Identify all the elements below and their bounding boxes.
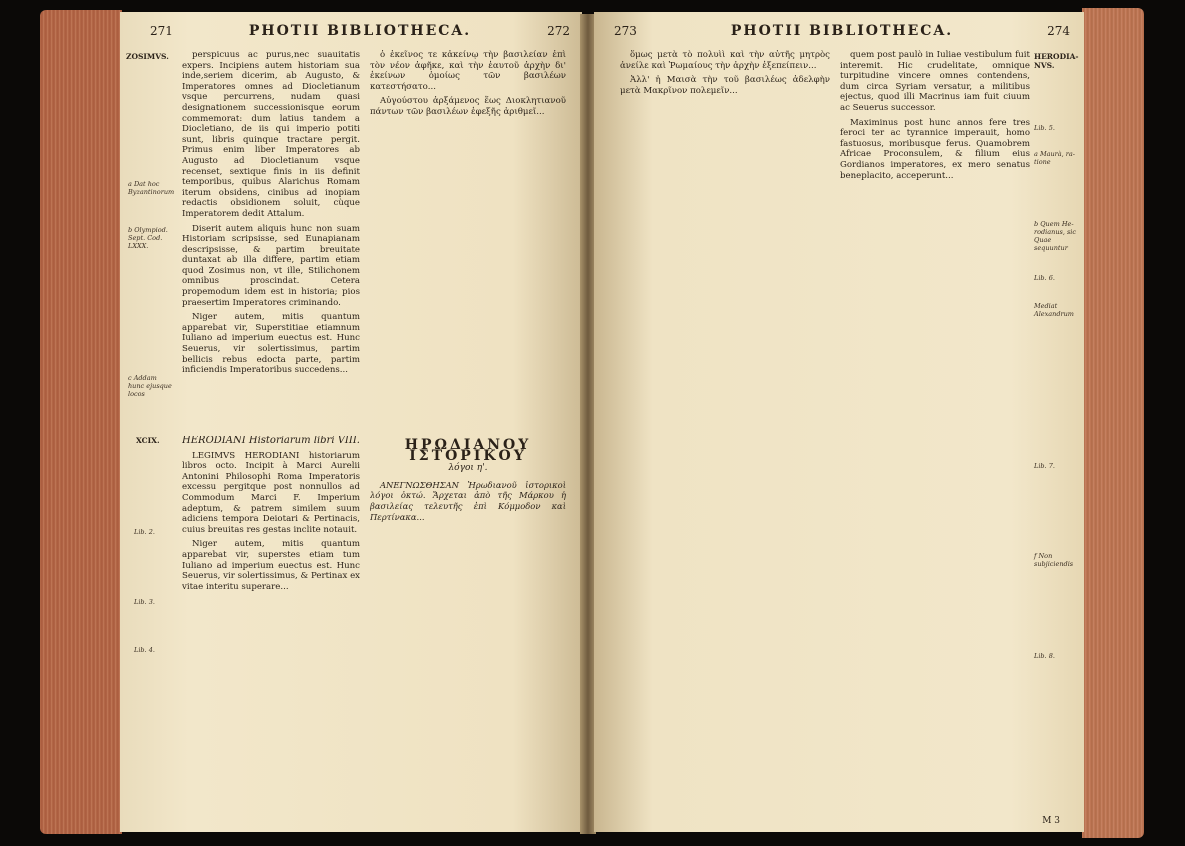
page-number-271: 271	[150, 24, 173, 38]
greek-column-herodian	[370, 432, 566, 822]
left-page-edges	[40, 10, 122, 834]
right-page	[594, 12, 1084, 832]
left-running-head	[150, 20, 570, 42]
text-paragraph: Niger autem, mitis quantum apparebat vir, Superstitiae etiamnum Iuliano ad imperium euectus est. Hunc Seuerus, vir solertissimus, partim bellicis rebus edocta parte, partim inficiendis Imperatoribus succedens...	[182, 312, 360, 376]
greek-heading: ΗΡΩΔΙΑΝΟΥ ΙΣΤΟΡΙΚΟΥ	[404, 437, 532, 464]
latin-column-herodian	[182, 436, 360, 816]
margin-note: c Addam hunc ejusque locos	[128, 374, 172, 398]
text-paragraph: perspicuus ac purus,nec suauitatis expers. Incipiens autem historiam sua inde,seriem dicerim, ab Augusto, & Imperatores omnes ad Diocletianum vsque percurrens, nudam quasi designationem successionisque eorum commemorat: dum latius tandem a Diocletiano, de iis qui imperio potiti sunt, libris quinque tractare pergit. Primus enim liber Imperatores ab Augusto ad Diocletianum vsque recenset, sextique finis in iis definit temporibus, quibus Alarichus Romam iterum obsidens, cinibus ad inopiam redactis obsidionem soluit, cùque Imperatorem dedit Attalum.	[182, 50, 360, 219]
greek-column-zosimus	[370, 50, 566, 422]
text-paragraph: Maximinus post hunc annos fere tres feroci ter ac tyrannice imperauit, homo fastuosus, moribusque ferus. Quamobrem Africae Proconsulem, & filium eius Gordianos imperatores, ex mero senatus beneplacito, acceperunt...	[840, 117, 1030, 181]
text-paragraph: LEGIMVS HERODIANI historiarum libros octo. Incipit à Marci Aurelii Antonini Philosophi Roma Imperatoris excessu pergitque post nonnullos ad Commodum Marci F. Imperium adeptum, & patrem similem suum adiciens tempora Deiotari & Pertinacis, cuius breuitas res gestas inclite notauit.	[182, 450, 360, 535]
margin-note: Lib. 3.	[134, 598, 155, 606]
text-paragraph: quem post paulò in Iuliae vestibulum fuit interemit. Hic crudelitate, omnique turpitudine vincere omnes contendens, dum circa Syriam versatur, a militibus ejectus, quod illi Macrinus iam fuit ciuum ac Seuerus successor.	[840, 50, 1030, 113]
margin-note: Lib. 6.	[1034, 274, 1055, 282]
signature-mark: M 3	[1042, 816, 1060, 826]
greek-column-right	[620, 50, 830, 820]
margin-tag-zosimus: ZOSIMVS.	[126, 52, 169, 61]
margin-note: b Quem He-rodianus, sic Quae sequuntur	[1034, 220, 1077, 252]
running-title-left: PHOTII BIBLIOTHECA.	[248, 23, 472, 39]
margin-note: b Olympiod. Sept. Cod. LXXX.	[128, 226, 168, 250]
latin-column-zosimus	[182, 50, 360, 430]
latin-column-right	[840, 50, 1030, 820]
left-page	[120, 12, 582, 832]
page-number-272: 272	[547, 24, 570, 38]
text-paragraph: Diserit autem aliquis hunc non suam Historiam scripsisse, sed Eunapianam descripsisse, & partim breuitate duntaxat ab illa differe, partim etiam quod Zosimus non, vt ille, Stilichonem omnibus proscindat. Cetera propemodum idem est in historia; pios praesertim Imperatores criminando.	[182, 223, 360, 308]
section-heading: HERODIANI Historiarum libri VIII.	[182, 436, 360, 446]
text-paragraph: Niger autem, mitis quantum apparebat vir, superstes etiam tum Iuliano ad imperium euectus est. Hunc Seuerus, vir solertissimus, & Pertinax ex vitae interitu superare...	[182, 539, 360, 592]
greek-paragraph: ὅμως μετὰ τὸ πολυὶὶ καὶ τὴν αὐτῆς μητρὸς ἀνείλε καὶ Ῥωμαίους τὴν ἀρχὴν ἐξεπείπειν...	[620, 50, 830, 71]
greek-paragraph: ΑΝΕΓΝΩΣΘΗΣΑΝ Ἡρωδιανοῦ ἱστορικοὶ λόγοι ὀκτώ. Ἄρχεται ἀπὸ τῆς Μάρκου ἡ βασιλείας τελευτῆς ἐπὶ Κόμμοδον καὶ Περτίνακα...	[370, 479, 566, 522]
margin-note: Lib. 5.	[1034, 124, 1055, 132]
page-number-274: 274	[1047, 24, 1070, 38]
right-page-edges	[1082, 8, 1144, 838]
margin-note: Mediat Alexandrum	[1034, 302, 1074, 318]
page-number-273: 273	[614, 24, 637, 38]
greek-subheading: λόγοι η'.	[448, 463, 488, 474]
margin-tag-herodianus: HERODIA-NVS.	[1034, 52, 1079, 70]
greek-paragraph: Αὐγούστου ἀρξάμενος ἕως Διοκλητιανοῦ πάντων τῶν βασιλέων ἐφεξῆς ἀριθμεῖ...	[370, 96, 566, 117]
greek-paragraph: ὁ ἐκεῖνος τε κἀκείνῳ τὴν βασιλείαν ἐπὶ τὸν νέον ἀφῆκε, καὶ τὴν ἑαυτοῦ ἀρχὴν δι' ἐκείνων ὁμοίως τῶν βασιλέων κατεστήσατο...	[370, 50, 566, 92]
running-title-right: PHOTII BIBLIOTHECA.	[730, 23, 954, 39]
margin-note: Lib. 2.	[134, 528, 155, 536]
margin-note: Lib. 4.	[134, 646, 155, 654]
margin-note: a Dat hoc Byzantinorum	[128, 180, 175, 196]
margin-note: Lib. 7.	[1034, 462, 1055, 470]
margin-note: f Non subjiciendis	[1034, 552, 1074, 568]
margin-tag-xcix: XCIX.	[136, 436, 160, 445]
margin-note: Lib. 8.	[1034, 652, 1055, 660]
margin-note: a Maurà, ra-tione	[1034, 150, 1075, 166]
greek-paragraph: Ἀλλ' ἡ Μαισὰ τὴν τοῦ βασιλέως ἀδελφὴν μετὰ Μακρῖνον πολεμεῖν...	[620, 75, 830, 96]
right-running-head	[614, 20, 1070, 42]
